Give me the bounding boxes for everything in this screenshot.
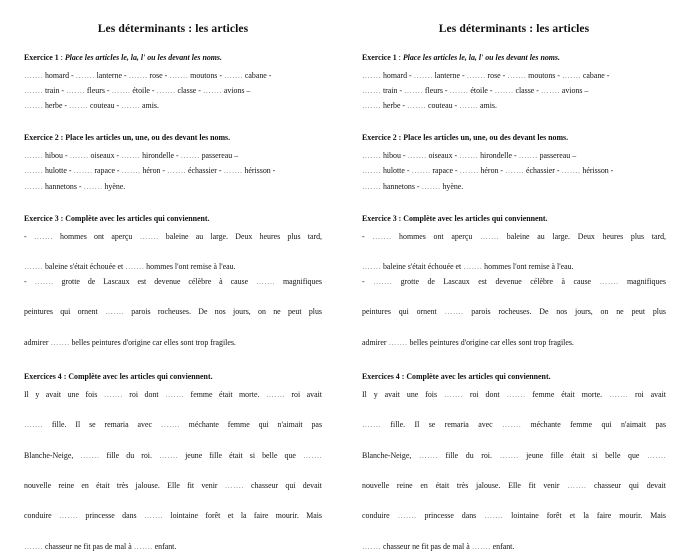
exercise-block-3 xyxy=(362,214,666,350)
exercise-1-body xyxy=(362,68,666,114)
exercise-4-line-6: ……. chasseur ne fit pas de mal à ……. enfant. xyxy=(24,541,177,551)
exercise-3-heading xyxy=(362,214,666,224)
exercise-4-line-4: nouvelle reine en était très jalouse. Elle fit venir ……. chasseur qui devait xyxy=(24,480,322,490)
exercise-1-heading xyxy=(362,53,666,63)
exercise-4-line-5: conduire ……. princesse dans ……. lointaine forêt et la faire mourir. Mais xyxy=(24,511,322,521)
exercise-2-line-1: ……. hibou - ……. oiseaux - ……. hirondelle - ……. passereau – xyxy=(24,151,239,161)
exercise-1-number: Exercice 1 xyxy=(24,52,59,62)
exercise-4-line-6: ……. chasseur ne fit pas de mal à ……. enfant. xyxy=(362,541,515,551)
exercise-3-line-3: - ……. grotte de Lascaux est devenue célèbre à cause ……. magnifiques xyxy=(362,277,666,287)
exercise-1-separator: : xyxy=(396,52,403,62)
exercise-4-separator: : xyxy=(61,371,69,381)
exercise-2-number: Exercice 2 xyxy=(362,133,397,143)
exercise-1-line-1: ……. homard - ……. lanterne - ……. rose - ……. moutons - ……. cabane - xyxy=(362,70,610,80)
exercise-2-line-2: ……. hulotte - ……. rapace - ……. héron - ……. échassier - ……. hérisson - xyxy=(362,166,614,176)
exercise-3-line-1: - ……. hommes ont aperçu ……. baleine au large. Deux heures plus tard, xyxy=(24,231,322,241)
worksheet-copy-left xyxy=(0,0,340,551)
exercise-1-line-1: ……. homard - ……. lanterne - ……. rose - ……. moutons - ……. cabane - xyxy=(24,70,272,80)
exercise-4-line-3: Blanche-Neige, ……. fille du roi. ……. jeune fille était si belle que ……. xyxy=(24,450,322,460)
exercise-3-instruction: Complète avec les articles qui conviennent. xyxy=(403,213,548,223)
exercise-1-instruction: Place les articles le, la, l' ou les devant les noms. xyxy=(64,52,222,62)
exercise-4-body xyxy=(362,387,666,554)
exercise-3-number: Exercice 3 xyxy=(362,213,397,223)
exercise-1-line-3: ……. herbe - ……. couteau - ……. amis. xyxy=(24,101,159,111)
exercise-2-line-2: ……. hulotte - ……. rapace - ……. héron - ……. échassier - ……. hérisson - xyxy=(24,166,276,176)
exercise-2-line-1: ……. hibou - ……. oiseaux - ……. hirondelle - ……. passereau – xyxy=(362,151,577,161)
exercise-block-1 xyxy=(24,53,322,113)
exercise-4-instruction: Complète avec les articles qui conviennent. xyxy=(406,371,551,381)
exercise-block-3 xyxy=(24,214,322,350)
exercise-4-line-3: Blanche-Neige, ……. fille du roi. ……. jeune fille était si belle que ……. xyxy=(362,450,666,460)
exercise-1-line-2: ……. train - ……. fleurs - ……. étoile - ……. classe - ……. avions – xyxy=(24,85,251,95)
exercise-4-line-2: ……. fille. Il se remaria avec ……. méchante femme qui n'aimait pas xyxy=(24,420,323,430)
exercise-1-instruction: Place les articles le, la, l' ou les devant les noms. xyxy=(402,52,560,62)
exercise-4-line-5: conduire ……. princesse dans ……. lointaine forêt et la faire mourir. Mais xyxy=(362,511,666,521)
exercise-2-line-3: ……. hannetons - ……. hyène. xyxy=(24,181,126,191)
exercise-3-line-2: ……. baleine s'était échouée et ……. hommes l'ont remise à l'eau. xyxy=(24,261,236,271)
exercise-3-line-3: - ……. grotte de Lascaux est devenue célèbre à cause ……. magnifiques xyxy=(24,277,323,287)
exercise-4-line-1: Il y avait une fois ……. roi dont ……. femme était morte. ……. roi avait xyxy=(362,389,666,399)
exercise-4-line-4: nouvelle reine en était très jalouse. Elle fit venir ……. chasseur qui devait xyxy=(362,480,666,490)
exercise-4-number: Exercices 4 xyxy=(24,371,62,381)
exercise-3-line-5: admirer ……. belles peintures d'origine car elles sont trop fragiles. xyxy=(24,337,236,347)
exercise-4-number: Exercices 4 xyxy=(362,371,400,381)
exercise-1-line-2: ……. train - ……. fleurs - ……. étoile - ……. classe - ……. avions – xyxy=(362,85,589,95)
exercise-2-body xyxy=(362,148,666,194)
exercise-2-heading xyxy=(362,133,666,143)
exercise-4-body xyxy=(24,387,322,554)
page-title: Les déterminants : les articles xyxy=(438,22,590,35)
exercise-2-instruction: Place les articles un, une, ou des devant les noms. xyxy=(65,133,231,143)
exercise-3-body xyxy=(362,229,666,350)
exercise-3-line-4: peintures qui ornent ……. parois rocheuses. De nos jours, on ne peut plus xyxy=(24,307,322,317)
exercise-3-separator: : xyxy=(58,213,66,223)
exercise-2-number: Exercice 2 xyxy=(24,133,59,143)
exercise-2-separator: : xyxy=(396,133,404,143)
exercise-3-heading xyxy=(24,214,322,224)
exercise-2-line-3: ……. hannetons - ……. hyène. xyxy=(362,181,464,191)
exercise-3-line-1: - ……. hommes ont aperçu ……. baleine au large. Deux heures plus tard, xyxy=(362,231,666,241)
exercise-3-body xyxy=(24,229,322,350)
exercise-block-2 xyxy=(362,133,666,193)
exercise-2-separator: : xyxy=(58,133,66,143)
exercise-3-instruction: Complète avec les articles qui conviennent. xyxy=(65,213,210,223)
exercise-block-2 xyxy=(24,133,322,193)
exercise-3-line-5: admirer ……. belles peintures d'origine car elles sont trop fragiles. xyxy=(362,337,574,347)
exercise-3-line-2: ……. baleine s'était échouée et ……. hommes l'ont remise à l'eau. xyxy=(362,261,574,271)
exercise-4-line-2: ……. fille. Il se remaria avec ……. méchante femme qui n'aimait pas xyxy=(362,420,667,430)
exercise-4-heading xyxy=(24,372,322,382)
exercise-1-body xyxy=(24,68,322,114)
exercise-block-1 xyxy=(362,53,666,113)
exercise-1-heading xyxy=(24,53,322,63)
page-title: Les déterminants : les articles xyxy=(97,22,249,35)
exercise-4-separator: : xyxy=(399,371,407,381)
exercise-1-separator: : xyxy=(58,52,65,62)
exercise-3-line-4: peintures qui ornent ……. parois rocheuses. De nos jours, on ne peut plus xyxy=(362,307,666,317)
exercise-4-heading xyxy=(362,372,666,382)
exercise-block-4 xyxy=(24,372,322,554)
exercise-2-heading xyxy=(24,133,322,143)
exercise-1-number: Exercice 1 xyxy=(362,52,397,62)
exercise-4-instruction: Complète avec les articles qui conviennent. xyxy=(68,371,213,381)
exercise-3-separator: : xyxy=(396,213,404,223)
exercise-4-line-1: Il y avait une fois ……. roi dont ……. femme était morte. ……. roi avait xyxy=(24,389,323,399)
exercise-3-number: Exercice 3 xyxy=(24,213,59,223)
exercise-block-4 xyxy=(362,372,666,554)
exercise-2-body xyxy=(24,148,322,194)
exercise-1-line-3: ……. herbe - ……. couteau - ……. amis. xyxy=(362,101,497,111)
exercise-2-instruction: Place les articles un, une, ou des devant les noms. xyxy=(403,133,569,143)
worksheet-copy-right xyxy=(340,0,680,551)
